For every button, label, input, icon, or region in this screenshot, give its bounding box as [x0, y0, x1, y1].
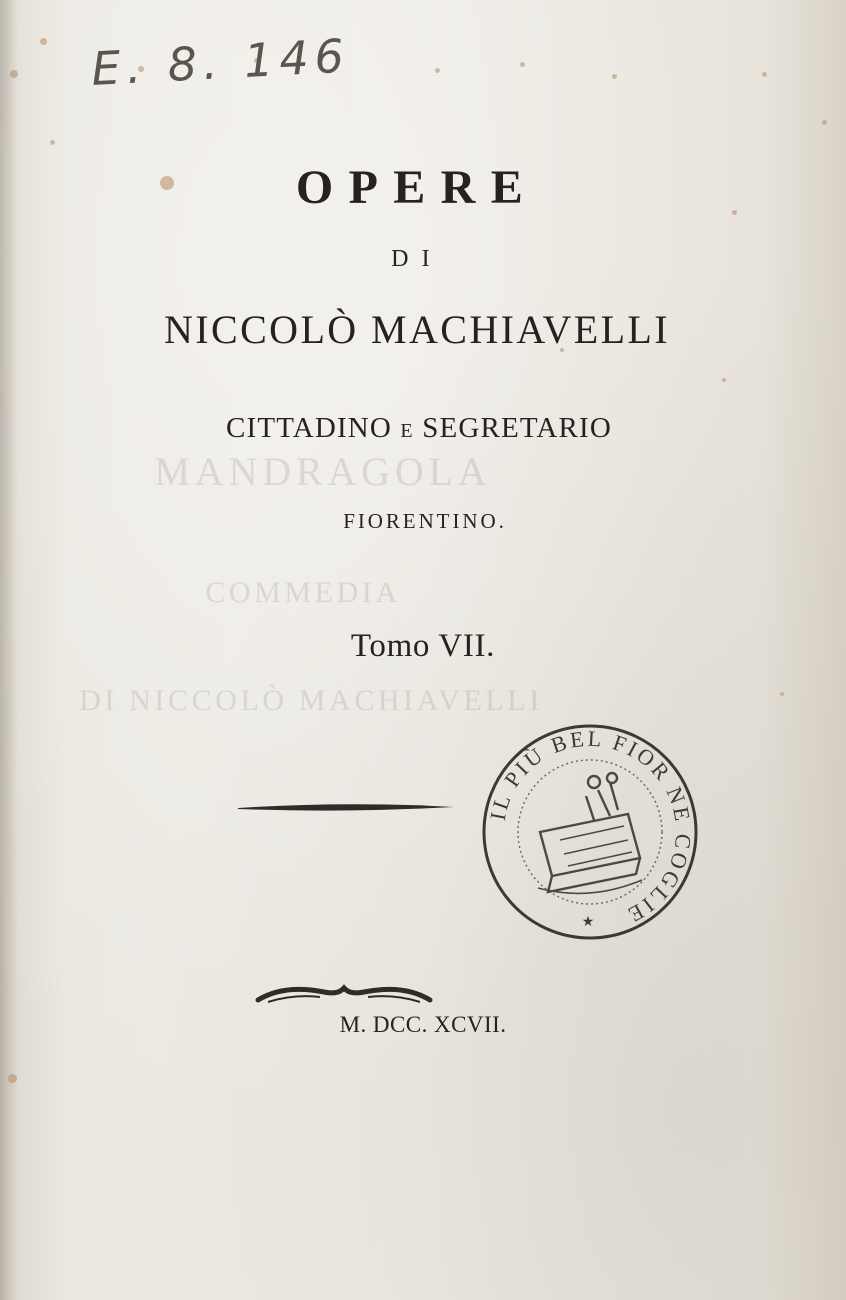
stamp-star-icon: ★ — [581, 915, 595, 930]
foxing-spot — [8, 1074, 17, 1083]
author-name: NICCOLÒ MACHIAVELLI — [164, 307, 670, 352]
role-segretario: SEGRETARIO — [422, 412, 612, 444]
ownership-stamp — [478, 720, 702, 944]
show-through-line: DI NICCOLÒ MACHIAVELLI — [79, 684, 543, 717]
show-through-line: MANDRAGOLA — [154, 449, 492, 494]
date-ornament — [254, 982, 434, 1008]
foxing-spot — [722, 378, 726, 382]
foxing-spot — [10, 70, 18, 78]
title-preposition: DI — [391, 246, 443, 272]
role-cittadino: CITTADINO — [226, 412, 392, 444]
foxing-spot — [822, 120, 827, 125]
handwritten-shelfmark: E. 8. 146 — [90, 28, 352, 96]
foxing-spot — [520, 62, 525, 67]
show-through-line: COMMEDIA — [205, 576, 401, 609]
author-city: FIORENTINO. — [343, 509, 507, 533]
foxing-spot — [50, 140, 55, 145]
role-conjunction: E — [400, 420, 414, 442]
foxing-spot — [435, 68, 440, 73]
volume-number: Tomo VII. — [350, 628, 496, 664]
decorative-rule — [236, 796, 456, 820]
author-role — [0, 412, 846, 445]
stamp-motto: IL PIÙ BEL FIOR NE COGLIE — [484, 725, 697, 929]
foxing-spot — [762, 72, 767, 77]
title-opere: OPERE — [295, 161, 539, 214]
foxing-spot — [780, 692, 784, 696]
foxing-spot — [40, 38, 47, 45]
publication-date: M. DCC. XCVII. — [339, 1012, 507, 1037]
foxing-spot — [612, 74, 617, 79]
stamp-emblem-icon — [538, 773, 642, 893]
